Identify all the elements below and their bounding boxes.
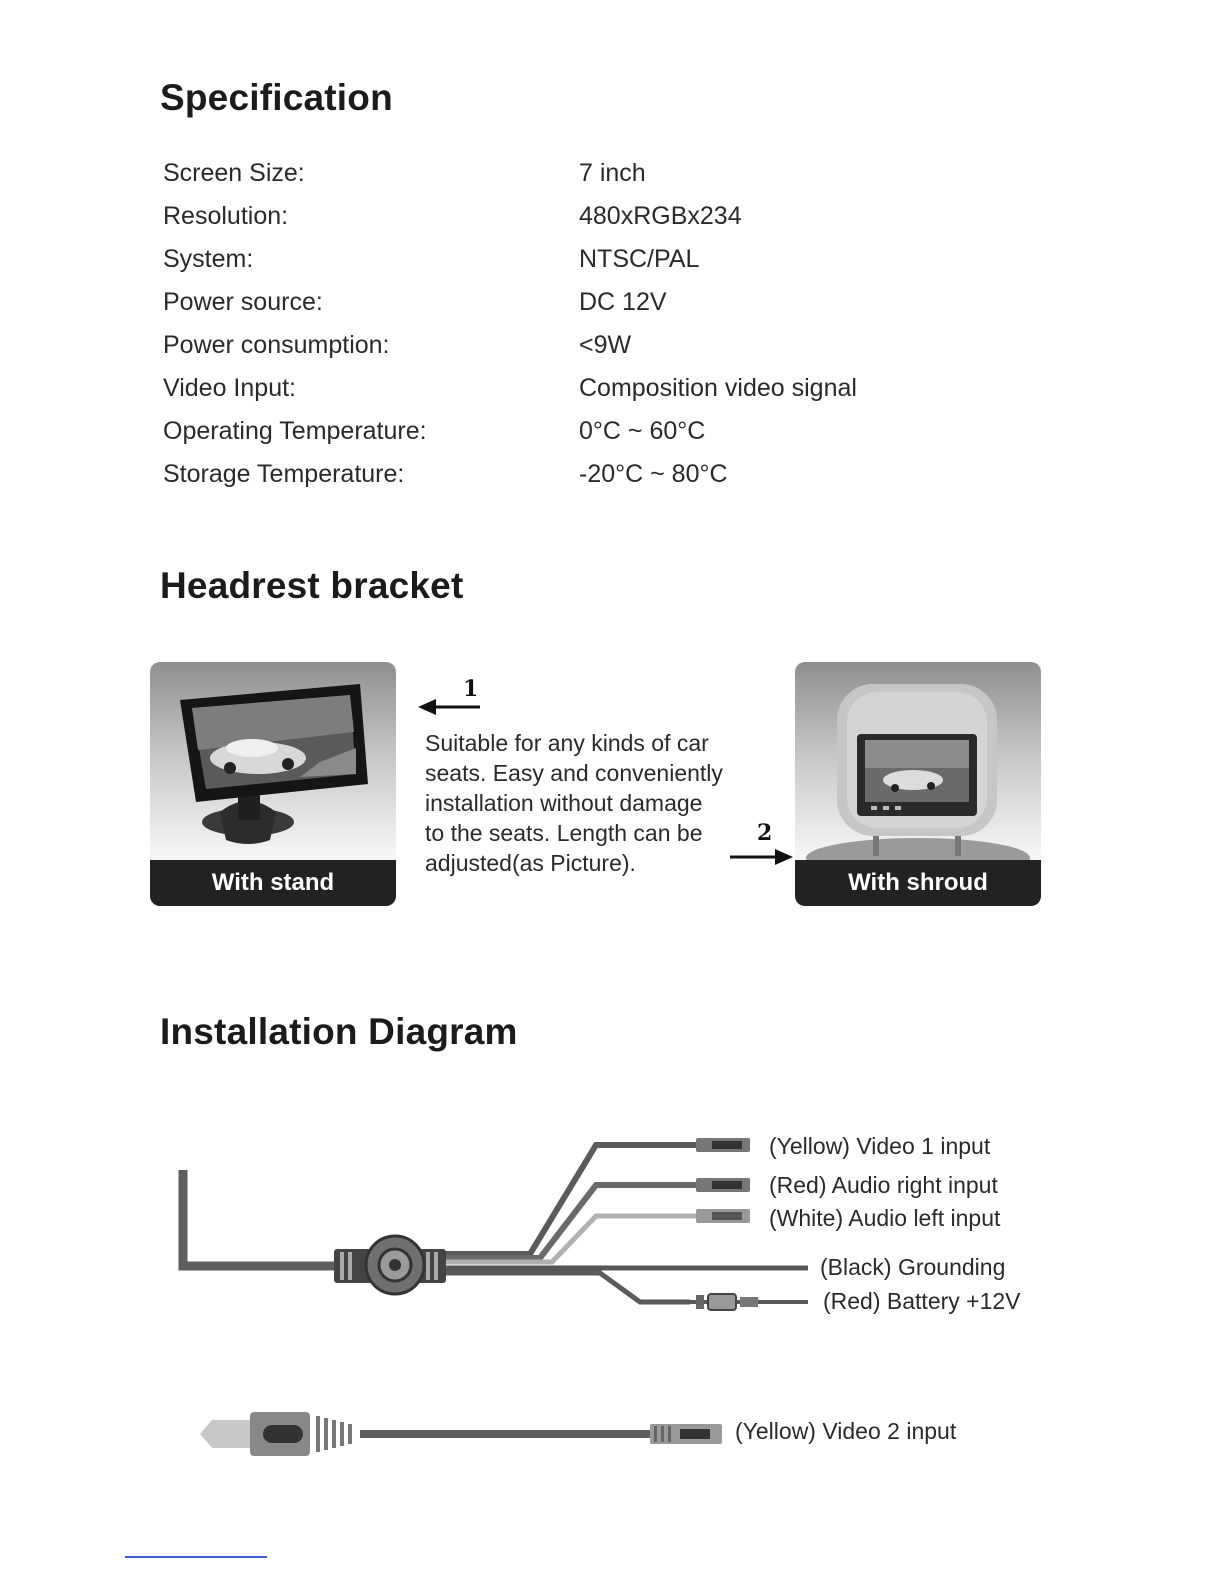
arrow-2-label: 2 <box>757 820 773 846</box>
spec-label: System: <box>163 245 254 273</box>
spec-label: Power source: <box>163 288 323 316</box>
main-cable <box>183 1170 340 1266</box>
description-line: Suitable for any kinds of car <box>425 730 709 756</box>
headrest-bracket-title: Headrest bracket <box>160 565 464 606</box>
arrow-1-label: 1 <box>463 676 479 702</box>
description-line: to the seats. Length can be <box>425 820 703 846</box>
harness-hub <box>334 1236 446 1294</box>
description-line: seats. Easy and conveniently <box>425 760 723 786</box>
video2-cable <box>200 1412 722 1456</box>
spec-value: NTSC/PAL <box>579 245 700 273</box>
fuse-holder <box>690 1294 808 1310</box>
audio-right-wire <box>446 1185 700 1258</box>
with-stand-caption: With stand <box>150 860 396 906</box>
description-line: installation without damage <box>425 790 703 816</box>
spec-value: DC 12V <box>579 288 667 316</box>
audio-right-label: (Red) Audio right input <box>769 1172 998 1198</box>
spec-label: Video Input: <box>163 374 296 402</box>
specification-title: Specification <box>160 77 393 118</box>
installation-diagram-title: Installation Diagram <box>160 1011 518 1052</box>
spec-value: 480xRGBx234 <box>579 202 742 230</box>
spec-label: Screen Size: <box>163 159 305 187</box>
grounding-label: (Black) Grounding <box>820 1254 1006 1280</box>
battery-label: (Red) Battery +12V <box>823 1288 1021 1314</box>
spec-value: -20°C ~ 80°C <box>579 460 728 488</box>
footer-divider <box>125 1556 267 1558</box>
spec-label: Power consumption: <box>163 331 390 359</box>
spec-label: Operating Temperature: <box>163 417 427 445</box>
spec-value: <9W <box>579 331 632 359</box>
battery-wire <box>446 1273 690 1302</box>
spec-label: Resolution: <box>163 202 289 230</box>
spec-value: 0°C ~ 60°C <box>579 417 706 445</box>
rca-connector-audio-left <box>696 1209 750 1223</box>
spec-value: 7 inch <box>579 159 646 187</box>
spec-value: Composition video signal <box>579 374 857 402</box>
spec-label: Storage Temperature: <box>163 460 405 488</box>
rca-connector-video1 <box>696 1138 750 1152</box>
video2-label: (Yellow) Video 2 input <box>735 1418 957 1444</box>
description-line: adjusted(as Picture). <box>425 850 636 876</box>
video1-label: (Yellow) Video 1 input <box>769 1133 991 1159</box>
rca-connector-audio-right <box>696 1178 750 1192</box>
with-shroud-caption: With shroud <box>795 860 1041 906</box>
audio-left-label: (White) Audio left input <box>769 1205 1001 1231</box>
